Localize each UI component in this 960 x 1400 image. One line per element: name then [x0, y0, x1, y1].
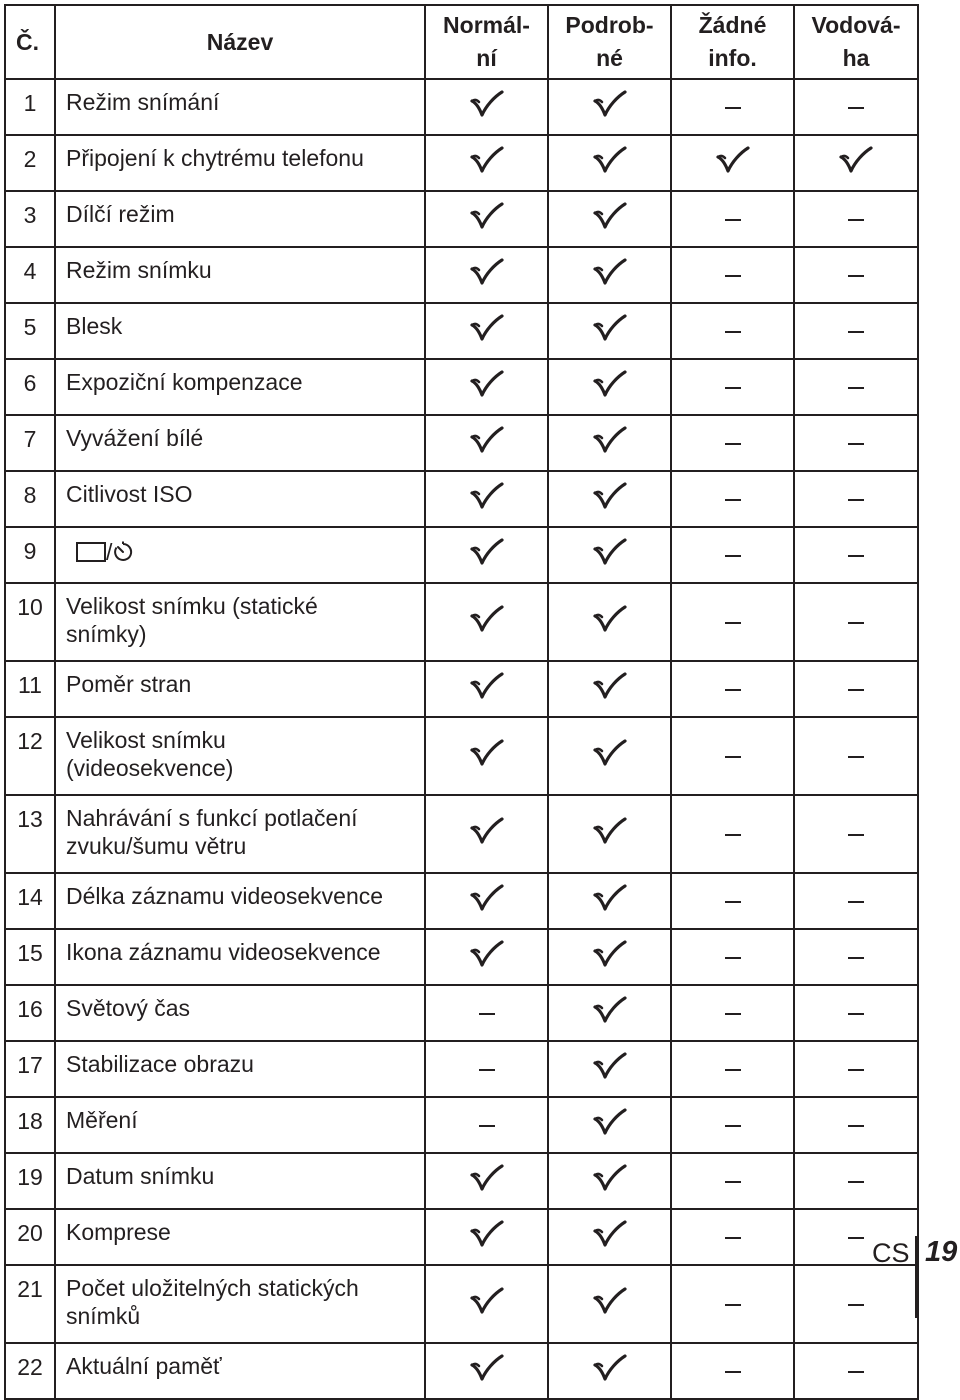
dash-icon [848, 834, 864, 836]
row-number: 18 [5, 1097, 55, 1153]
dash-icon [725, 834, 741, 836]
row-number: 11 [5, 661, 55, 717]
header-normal [425, 5, 548, 79]
table-row [5, 79, 918, 135]
header-level [794, 5, 918, 79]
cell-no-info [671, 415, 794, 471]
dash-icon [848, 689, 864, 691]
dash-icon [725, 901, 741, 903]
cell-level [794, 79, 918, 135]
check-icon [593, 258, 627, 286]
row-name [55, 929, 425, 985]
cell-normal [425, 415, 548, 471]
row-number: 7 [5, 415, 55, 471]
check-icon [593, 672, 627, 700]
dash-icon [725, 331, 741, 333]
check-icon [470, 817, 504, 845]
cell-no-info [671, 717, 794, 795]
cell-no-info [671, 303, 794, 359]
row-name [55, 1209, 425, 1265]
check-icon [593, 314, 627, 342]
row-number: 14 [5, 873, 55, 929]
cell-level [794, 795, 918, 873]
row-number: 10 [5, 583, 55, 661]
row-name-line1: Expoziční kompenzace [66, 369, 303, 395]
cell-detailed [548, 583, 671, 661]
row-number: 13 [5, 795, 55, 873]
table-row [5, 583, 918, 661]
dash-icon [848, 756, 864, 758]
cell-normal [425, 873, 548, 929]
row-name [55, 303, 425, 359]
cell-no-info [671, 985, 794, 1041]
cell-no-info [671, 191, 794, 247]
header-normal-line2: ní [476, 45, 497, 71]
cell-no-info [671, 79, 794, 135]
check-icon [593, 1164, 627, 1192]
check-icon [593, 426, 627, 454]
header-no-info-line1: Žádné [698, 12, 767, 38]
row-name-line1: Blesk [66, 313, 123, 339]
dash-icon [848, 957, 864, 959]
cell-level [794, 247, 918, 303]
cell-level [794, 1265, 918, 1343]
row-name-line1: Stabilizace obrazu [66, 1051, 254, 1077]
row-number: 20 [5, 1209, 55, 1265]
cell-level [794, 359, 918, 415]
row-name-line1: Vyvážení bílé [66, 425, 204, 451]
header-name: Název [55, 5, 425, 79]
cell-detailed [548, 1097, 671, 1153]
row-number: 21 [5, 1265, 55, 1343]
cell-detailed [548, 247, 671, 303]
cell-level [794, 1097, 918, 1153]
dash-icon [848, 443, 864, 445]
row-name-line1: Aktuální paměť [66, 1353, 222, 1379]
check-icon [593, 1354, 627, 1382]
dash-icon [725, 1371, 741, 1373]
row-name [55, 1041, 425, 1097]
row-number: 2 [5, 135, 55, 191]
single-frame-icon [76, 542, 106, 562]
check-icon [470, 90, 504, 118]
dash-icon [725, 622, 741, 624]
check-icon [593, 884, 627, 912]
row-name [55, 1343, 425, 1399]
cell-detailed [548, 303, 671, 359]
check-icon [593, 996, 627, 1024]
cell-no-info [671, 1209, 794, 1265]
table-row [5, 247, 918, 303]
row-name-line1: Režim snímku [66, 257, 212, 283]
table-row [5, 717, 918, 795]
cell-no-info [671, 527, 794, 583]
dash-icon [725, 555, 741, 557]
cell-detailed [548, 1041, 671, 1097]
row-number: 4 [5, 247, 55, 303]
check-icon [470, 1164, 504, 1192]
dash-icon [725, 387, 741, 389]
row-name [55, 717, 425, 795]
dash-icon [725, 1237, 741, 1239]
row-number: 1 [5, 79, 55, 135]
dash-icon [848, 1069, 864, 1071]
check-icon [593, 370, 627, 398]
check-icon [470, 538, 504, 566]
row-number: 5 [5, 303, 55, 359]
cell-no-info [671, 795, 794, 873]
check-icon [593, 482, 627, 510]
dash-icon [848, 901, 864, 903]
dash-icon [848, 1237, 864, 1239]
row-name [55, 471, 425, 527]
cell-detailed [548, 929, 671, 985]
cell-level [794, 191, 918, 247]
cell-no-info [671, 247, 794, 303]
row-name [55, 135, 425, 191]
dash-icon [848, 555, 864, 557]
check-icon [470, 739, 504, 767]
cell-no-info [671, 135, 794, 191]
check-icon [593, 146, 627, 174]
cell-detailed [548, 359, 671, 415]
cell-level [794, 303, 918, 359]
cell-level [794, 1041, 918, 1097]
row-name [55, 527, 425, 583]
row-name [55, 415, 425, 471]
cell-no-info [671, 471, 794, 527]
check-icon [470, 258, 504, 286]
check-icon [593, 90, 627, 118]
cell-level [794, 527, 918, 583]
header-detailed [548, 5, 671, 79]
row-name-line1: Dílčí režim [66, 201, 175, 227]
cell-no-info [671, 661, 794, 717]
cell-level [794, 873, 918, 929]
cell-level [794, 1343, 918, 1399]
cell-normal [425, 1153, 548, 1209]
table-body [5, 79, 918, 1399]
cell-detailed [548, 985, 671, 1041]
row-name-line1: Datum snímku [66, 1163, 215, 1189]
row-name-line1: Ikona záznamu videosekvence [66, 939, 381, 965]
check-icon [470, 370, 504, 398]
table-row [5, 929, 918, 985]
row-name-line1: Připojení k chytrému telefonu [66, 145, 364, 171]
row-name-line1: Režim snímání [66, 89, 220, 115]
check-icon [470, 940, 504, 968]
dash-icon [725, 1125, 741, 1127]
cell-no-info [671, 1265, 794, 1343]
cell-detailed [548, 135, 671, 191]
cell-normal [425, 79, 548, 135]
table-row [5, 795, 918, 873]
row-name [55, 795, 425, 873]
dash-icon [848, 1013, 864, 1015]
table-row [5, 873, 918, 929]
table-row [5, 985, 918, 1041]
dash-icon [479, 1013, 495, 1015]
check-icon [470, 146, 504, 174]
dash-icon [725, 957, 741, 959]
row-number: 19 [5, 1153, 55, 1209]
row-name-line1: Měření [66, 1107, 138, 1133]
row-name-line1: Velikost snímku [66, 727, 226, 753]
check-icon [470, 314, 504, 342]
check-icon [593, 817, 627, 845]
cell-detailed [548, 471, 671, 527]
row-name [55, 247, 425, 303]
row-name-line1: Komprese [66, 1219, 171, 1245]
dash-icon [725, 1069, 741, 1071]
cell-detailed [548, 1153, 671, 1209]
cell-normal [425, 929, 548, 985]
row-number: 16 [5, 985, 55, 1041]
cell-detailed [548, 717, 671, 795]
display-info-table [4, 4, 919, 1400]
dash-icon [725, 275, 741, 277]
cell-level [794, 985, 918, 1041]
icon-separator: / [106, 538, 113, 565]
header-no-info-line2: info. [708, 45, 757, 71]
cell-normal [425, 303, 548, 359]
check-icon [593, 538, 627, 566]
row-name [55, 1265, 425, 1343]
row-name-line2: zvuku/šumu větru [66, 833, 247, 859]
check-icon [716, 146, 750, 174]
cell-no-info [671, 1097, 794, 1153]
check-icon [593, 739, 627, 767]
dash-icon [725, 1013, 741, 1015]
cell-normal [425, 985, 548, 1041]
dash-icon [848, 1181, 864, 1183]
cell-normal [425, 247, 548, 303]
table-row [5, 527, 918, 583]
row-name [55, 661, 425, 717]
table-row [5, 191, 918, 247]
row-name-line1: Nahrávání s funkcí potlačení [66, 805, 358, 831]
cell-normal [425, 1097, 548, 1153]
table-row [5, 1343, 918, 1399]
cell-detailed [548, 527, 671, 583]
cell-normal [425, 527, 548, 583]
row-number: 12 [5, 717, 55, 795]
dash-icon [848, 331, 864, 333]
self-timer-icon [112, 541, 134, 563]
cell-detailed [548, 191, 671, 247]
row-name-line1: Délka záznamu videosekvence [66, 883, 384, 909]
cell-level [794, 717, 918, 795]
dash-icon [725, 499, 741, 501]
dash-icon [848, 275, 864, 277]
table-row [5, 1097, 918, 1153]
row-name [55, 873, 425, 929]
dash-icon [725, 1304, 741, 1306]
row-name [55, 583, 425, 661]
cell-normal [425, 135, 548, 191]
dash-icon [725, 756, 741, 758]
cell-detailed [548, 415, 671, 471]
cell-no-info [671, 583, 794, 661]
row-name [55, 985, 425, 1041]
cell-normal [425, 717, 548, 795]
dash-icon [848, 387, 864, 389]
dash-icon [848, 107, 864, 109]
row-name-line1: Poměr stran [66, 671, 192, 697]
table-row [5, 1265, 918, 1343]
row-name-line2: snímků [66, 1303, 141, 1329]
footer-language: CS [872, 1238, 910, 1268]
table-row [5, 1209, 918, 1265]
check-icon [839, 146, 873, 174]
check-icon [593, 940, 627, 968]
cell-normal [425, 1041, 548, 1097]
table-row [5, 1153, 918, 1209]
cell-normal [425, 359, 548, 415]
table-row [5, 471, 918, 527]
row-name-line1: Počet uložitelných statických [66, 1275, 359, 1301]
row-name [55, 191, 425, 247]
cell-normal [425, 1209, 548, 1265]
cell-normal [425, 1265, 548, 1343]
table-row [5, 661, 918, 717]
check-icon [470, 426, 504, 454]
cell-detailed [548, 1265, 671, 1343]
dash-icon [848, 499, 864, 501]
row-number: 9 [5, 527, 55, 583]
cell-no-info [671, 359, 794, 415]
dash-icon [725, 1181, 741, 1183]
row-name [55, 1097, 425, 1153]
table-header-row [5, 5, 918, 79]
dash-icon [848, 1304, 864, 1306]
row-number: 22 [5, 1343, 55, 1399]
cell-detailed [548, 79, 671, 135]
cell-normal [425, 661, 548, 717]
row-name [55, 1153, 425, 1209]
dash-icon [725, 443, 741, 445]
footer-divider [915, 1236, 917, 1318]
row-number: 15 [5, 929, 55, 985]
cell-normal [425, 191, 548, 247]
page-number: 19 [925, 1236, 958, 1268]
table-row [5, 415, 918, 471]
check-icon [470, 672, 504, 700]
row-name-line2: snímky) [66, 621, 147, 647]
check-icon [593, 605, 627, 633]
cell-normal [425, 1343, 548, 1399]
cell-normal [425, 583, 548, 661]
check-icon [470, 1354, 504, 1382]
cell-level [794, 583, 918, 661]
row-name [55, 359, 425, 415]
dash-icon [725, 689, 741, 691]
row-number: 6 [5, 359, 55, 415]
dash-icon [848, 1371, 864, 1373]
cell-level [794, 415, 918, 471]
check-icon [593, 1287, 627, 1315]
table-row [5, 1041, 918, 1097]
cell-level [794, 1153, 918, 1209]
row-name-line1: Světový čas [66, 995, 190, 1021]
row-name [55, 79, 425, 135]
row-number: 8 [5, 471, 55, 527]
row-name-line1: Velikost snímku (statické [66, 593, 318, 619]
cell-detailed [548, 873, 671, 929]
cell-no-info [671, 873, 794, 929]
cell-no-info [671, 1343, 794, 1399]
cell-level [794, 135, 918, 191]
cell-no-info [671, 1153, 794, 1209]
header-number: Č. [5, 5, 55, 79]
table-row [5, 359, 918, 415]
row-name-line2: (videosekvence) [66, 755, 234, 781]
dash-icon [725, 107, 741, 109]
row-number: 3 [5, 191, 55, 247]
cell-level [794, 661, 918, 717]
check-icon [470, 605, 504, 633]
dash-icon [725, 219, 741, 221]
cell-level [794, 929, 918, 985]
dash-icon [479, 1069, 495, 1071]
check-icon [470, 884, 504, 912]
row-name-line1: Citlivost ISO [66, 481, 193, 507]
check-icon [593, 1220, 627, 1248]
dash-icon [848, 622, 864, 624]
cell-detailed [548, 661, 671, 717]
row-number: 17 [5, 1041, 55, 1097]
table-row [5, 135, 918, 191]
dash-icon [479, 1125, 495, 1127]
header-normal-line1: Normál- [443, 12, 530, 38]
table-row [5, 303, 918, 359]
check-icon [593, 1108, 627, 1136]
check-icon [470, 1287, 504, 1315]
header-detailed-line1: Podrob- [565, 12, 654, 38]
check-icon [470, 1220, 504, 1248]
cell-no-info [671, 929, 794, 985]
dash-icon [848, 219, 864, 221]
header-level-line1: Vodová- [811, 12, 901, 38]
dash-icon [848, 1125, 864, 1127]
cell-normal [425, 471, 548, 527]
cell-detailed [548, 1343, 671, 1399]
cell-level [794, 471, 918, 527]
header-detailed-line2: né [596, 45, 623, 71]
check-icon [593, 1052, 627, 1080]
cell-detailed [548, 1209, 671, 1265]
cell-normal [425, 795, 548, 873]
check-icon [470, 482, 504, 510]
cell-no-info [671, 1041, 794, 1097]
header-no-info [671, 5, 794, 79]
header-level-line2: ha [842, 45, 870, 71]
check-icon [593, 202, 627, 230]
cell-detailed [548, 795, 671, 873]
check-icon [470, 202, 504, 230]
